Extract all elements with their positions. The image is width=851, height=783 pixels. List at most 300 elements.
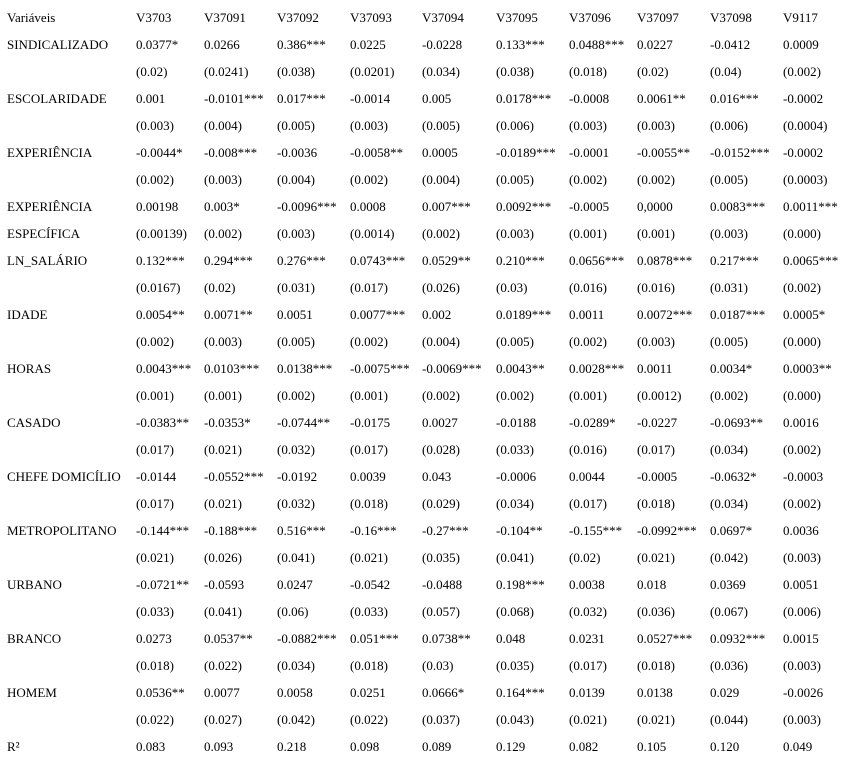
table-cell: 0.0011***: [783, 199, 838, 214]
table-cell: (0.016): [569, 442, 607, 457]
table-cell: 0,0000: [637, 199, 673, 214]
table-cell: (0.002): [783, 496, 821, 511]
table-cell: (0.005): [277, 118, 315, 133]
table-cell: (0.042): [277, 712, 315, 727]
table-cell: -0.0005: [569, 199, 610, 214]
table-cell: (0.005): [496, 334, 534, 349]
table-cell: (0.002): [637, 172, 675, 187]
table-cell: (0.068): [496, 604, 534, 619]
table-cell: -0.0189***: [496, 145, 556, 160]
table-cell: 0.0227: [637, 37, 673, 52]
table-cell: (0.002): [422, 226, 460, 241]
table-cell: -0.0175: [350, 415, 391, 430]
table-cell: 0.0003**: [783, 361, 832, 376]
table-cell: -0.0227: [637, 415, 678, 430]
table-cell: 0.0043***: [136, 361, 192, 376]
table-cell: (0.042): [710, 550, 748, 565]
table-cell: (0.0167): [136, 280, 181, 295]
table-cell: (0.002): [710, 388, 748, 403]
table-cell: 0.133***: [496, 37, 545, 52]
table-cell: (0.003): [637, 334, 675, 349]
table-cell: 0.105: [637, 739, 667, 754]
table-cell: (0.038): [496, 64, 534, 79]
table-cell: 0.082: [569, 739, 599, 754]
table-cell: 0.0189***: [496, 307, 552, 322]
table-cell: (0.032): [277, 442, 315, 457]
header-column: V37092: [277, 10, 319, 25]
table-cell: 0.0034*: [710, 361, 753, 376]
table-cell: 0.0051: [783, 577, 819, 592]
table-cell: (0.0003): [783, 172, 828, 187]
table-cell: (0.021): [204, 442, 242, 457]
table-row: [0, 598, 851, 625]
table-cell: (0.003): [496, 226, 534, 241]
table-cell: 0.001: [136, 91, 166, 106]
table-cell: (0.041): [496, 550, 534, 565]
table-cell: (0.006): [496, 118, 534, 133]
table-cell: 0.0932***: [710, 631, 766, 646]
table-cell: (0.038): [277, 64, 315, 79]
table-cell: -0.0542: [350, 577, 391, 592]
table-cell: (0.031): [710, 280, 748, 295]
table-cell: -0.0593: [204, 577, 245, 592]
variable-label: SINDICALIZADO: [7, 37, 109, 52]
table-cell: (0.00139): [136, 226, 187, 241]
table-cell: (0.002): [136, 334, 174, 349]
table-cell: (0.017): [569, 658, 607, 673]
table-cell: (0.034): [277, 658, 315, 673]
table-cell: 0.210***: [496, 253, 545, 268]
table-cell: (0.002): [136, 172, 174, 187]
table-cell: (0.005): [422, 118, 460, 133]
table-cell: 0.0369: [710, 577, 746, 592]
table-cell: (0.057): [422, 604, 460, 619]
table-cell: -0.0005: [637, 469, 678, 484]
table-cell: (0.001): [136, 388, 174, 403]
table-cell: -0.0552***: [204, 469, 264, 484]
table-cell: (0.032): [569, 604, 607, 619]
table-cell: 0.0092***: [496, 199, 552, 214]
table-cell: 0.0058: [277, 685, 313, 700]
table-cell: -0.0289*: [569, 415, 616, 430]
table-cell: -0.0003: [783, 469, 824, 484]
table-cell: 0.0011: [637, 361, 673, 376]
table-cell: (0.027): [204, 712, 242, 727]
table-cell: 0.043: [422, 469, 452, 484]
table-cell: 0.0077: [204, 685, 240, 700]
table-cell: 0.029: [710, 685, 740, 700]
table-cell: -0.0412: [710, 37, 751, 52]
table-cell: (0.000): [783, 334, 821, 349]
table-cell: -0.0353*: [204, 415, 251, 430]
table-cell: 0.0138: [637, 685, 673, 700]
table-cell: 0.129: [496, 739, 526, 754]
table-cell: (0.003): [136, 118, 174, 133]
variable-label: [0, 436, 136, 463]
table-row: [0, 355, 851, 382]
table-cell: 0.0138***: [277, 361, 333, 376]
table-cell: (0.067): [710, 604, 748, 619]
table-cell: (0.018): [569, 64, 607, 79]
table-cell: (0.032): [277, 496, 315, 511]
table-cell: 0.0536**: [136, 685, 185, 700]
table-cell: (0.003): [569, 118, 607, 133]
table-cell: (0.036): [637, 604, 675, 619]
variable-label: [0, 544, 136, 571]
table-cell: (0.034): [422, 64, 460, 79]
table-cell: (0.018): [637, 496, 675, 511]
table-row: [0, 328, 851, 355]
table-cell: (0.006): [710, 118, 748, 133]
table-row: [0, 193, 851, 220]
header-column: V9117: [783, 10, 818, 25]
table-cell: (0.029): [422, 496, 460, 511]
table-cell: 0.132***: [136, 253, 185, 268]
table-cell: (0.017): [136, 496, 174, 511]
table-row: [0, 409, 851, 436]
table-cell: (0.001): [204, 388, 242, 403]
table-cell: (0.043): [496, 712, 534, 727]
header-column: V37097: [637, 10, 679, 25]
table-cell: 0.007***: [422, 199, 471, 214]
table-cell: (0.041): [204, 604, 242, 619]
table-cell: 0.0028***: [569, 361, 625, 376]
table-cell: (0.035): [422, 550, 460, 565]
table-cell: (0.04): [710, 64, 742, 79]
table-cell: 0.276***: [277, 253, 326, 268]
table-cell: 0.0083***: [710, 199, 766, 214]
table-cell: 0.0666*: [422, 685, 465, 700]
variable-label: CHEFE DOMICÍLIO: [7, 469, 121, 484]
variable-label: R²: [7, 739, 20, 754]
table-cell: -0.0044*: [136, 145, 183, 160]
variable-label: [0, 112, 136, 139]
table-cell: (0.02): [136, 64, 168, 79]
variable-label: [0, 166, 136, 193]
table-cell: -0.27***: [422, 523, 469, 538]
table-cell: (0.031): [277, 280, 315, 295]
table-cell: -0.0002: [783, 145, 824, 160]
table-cell: (0.021): [637, 550, 675, 565]
table-cell: (0.000): [783, 226, 821, 241]
table-cell: 0.0054**: [136, 307, 185, 322]
table-cell: (0.0014): [350, 226, 395, 241]
table-cell: (0.005): [496, 172, 534, 187]
table-cell: -0.0192: [277, 469, 318, 484]
table-row: [0, 85, 851, 112]
table-cell: -0.0882***: [277, 631, 337, 646]
table-cell: (0.03): [422, 658, 454, 673]
table-cell: (0.002): [783, 64, 821, 79]
table-row: [0, 490, 851, 517]
header-column: V37094: [422, 10, 464, 25]
table-cell: 0.0247: [277, 577, 313, 592]
table-cell: -0.0036: [277, 145, 318, 160]
table-cell: (0.037): [422, 712, 460, 727]
table-cell: 0.002: [422, 307, 452, 322]
table-cell: 0.0036: [783, 523, 819, 538]
table-cell: (0.021): [204, 496, 242, 511]
table-cell: (0.003): [710, 226, 748, 241]
table-cell: -0.0014: [350, 91, 391, 106]
table-cell: 0.218: [277, 739, 307, 754]
variable-label: LN_SALÁRIO: [7, 253, 88, 268]
table-cell: (0.003): [277, 226, 315, 241]
table-cell: (0.041): [277, 550, 315, 565]
table-cell: 0.0051: [277, 307, 313, 322]
table-cell: (0.026): [422, 280, 460, 295]
table-cell: 0.0878***: [637, 253, 693, 268]
table-row: [0, 247, 851, 274]
table-cell: -0.0026: [783, 685, 824, 700]
table-cell: 0.0005*: [783, 307, 826, 322]
table-cell: -0.0075***: [350, 361, 410, 376]
table-cell: -0.0055**: [637, 145, 691, 160]
table-cell: (0.002): [783, 280, 821, 295]
table-cell: 0.0072***: [637, 307, 693, 322]
table-cell: 0.0008: [350, 199, 386, 214]
table-cell: 0.0103***: [204, 361, 260, 376]
table-cell: 0.0266: [204, 37, 240, 52]
table-cell: -0.0006: [496, 469, 537, 484]
table-cell: -0.0632*: [710, 469, 757, 484]
table-cell: (0.0241): [204, 64, 249, 79]
table-cell: -0.0152***: [710, 145, 770, 160]
table-cell: (0.02): [569, 550, 601, 565]
variable-label: [0, 652, 136, 679]
variable-label: URBANO: [7, 577, 62, 592]
table-cell: 0.0187***: [710, 307, 766, 322]
table-cell: (0.001): [637, 226, 675, 241]
table-cell: 0.0738**: [422, 631, 471, 646]
table-row: [0, 463, 851, 490]
table-cell: (0.016): [637, 280, 675, 295]
table-cell: (0.0201): [350, 64, 395, 79]
table-row: [0, 139, 851, 166]
table-cell: (0.021): [350, 550, 388, 565]
table-cell: 0.005: [422, 91, 452, 106]
table-cell: (0.021): [136, 550, 174, 565]
table-cell: 0.0537**: [204, 631, 253, 646]
table-cell: -0.008***: [204, 145, 258, 160]
variable-label: CASADO: [7, 415, 61, 430]
table-cell: 0.048: [496, 631, 526, 646]
table-cell: (0.033): [136, 604, 174, 619]
table-cell: 0.0016: [783, 415, 819, 430]
table-row: [0, 31, 851, 58]
table-cell: -0.0008: [569, 91, 610, 106]
table-cell: (0.002): [569, 334, 607, 349]
table-cell: 0.018: [637, 577, 667, 592]
table-cell: (0.033): [350, 604, 388, 619]
table-cell: (0.003): [204, 172, 242, 187]
table-cell: (0.003): [783, 712, 821, 727]
table-cell: 0.0043**: [496, 361, 545, 376]
table-row: [0, 544, 851, 571]
table-cell: (0.003): [350, 118, 388, 133]
regression-table: [0, 4, 851, 760]
variable-label: HOMEM: [7, 685, 57, 700]
table-cell: (0.016): [569, 280, 607, 295]
table-cell: (0.002): [350, 334, 388, 349]
table-cell: -0.16***: [350, 523, 397, 538]
table-cell: 0.0656***: [569, 253, 625, 268]
table-cell: 0.0011: [569, 307, 605, 322]
table-cell: 0.0071**: [204, 307, 253, 322]
variable-label: ESPECÍFICA: [7, 226, 80, 241]
table-cell: 0.0527***: [637, 631, 693, 646]
table-row: [0, 58, 851, 85]
table-cell: 0.0178***: [496, 91, 552, 106]
table-row: [0, 382, 851, 409]
table-row: [0, 571, 851, 598]
table-cell: -0.104**: [496, 523, 543, 538]
table-cell: -0.0144: [136, 469, 177, 484]
table-cell: 0.0251: [350, 685, 386, 700]
table-row: [0, 436, 851, 463]
table-cell: 0.089: [422, 739, 452, 754]
table-cell: (0.017): [136, 442, 174, 457]
table-cell: 0.017***: [277, 91, 326, 106]
table-cell: -0.0096***: [277, 199, 337, 214]
variable-label: [0, 490, 136, 517]
table-cell: 0.0065***: [783, 253, 839, 268]
table-row: [0, 274, 851, 301]
table-cell: 0.051***: [350, 631, 399, 646]
table-cell: -0.0744**: [277, 415, 331, 430]
table-cell: 0.120: [710, 739, 740, 754]
table-cell: -0.0721**: [136, 577, 190, 592]
table-cell: -0.155***: [569, 523, 623, 538]
table-cell: (0.018): [136, 658, 174, 673]
table-cell: 0.164***: [496, 685, 545, 700]
table-row: [0, 679, 851, 706]
table-cell: 0.0038: [569, 577, 605, 592]
table-cell: (0.06): [277, 604, 309, 619]
table-cell: (0.002): [350, 172, 388, 187]
table-cell: (0.017): [350, 442, 388, 457]
table-cell: 0.0488***: [569, 37, 625, 52]
variable-label: [0, 598, 136, 625]
table-cell: 0.0743***: [350, 253, 406, 268]
header-column: V37093: [350, 10, 392, 25]
table-cell: (0.006): [783, 604, 821, 619]
table-cell: -0.0058**: [350, 145, 404, 160]
table-cell: (0.022): [204, 658, 242, 673]
table-cell: (0.0004): [783, 118, 828, 133]
table-row: [0, 517, 851, 544]
table-cell: (0.033): [496, 442, 534, 457]
table-cell: -0.0002: [783, 91, 824, 106]
table-cell: (0.017): [350, 280, 388, 295]
table-row: [0, 625, 851, 652]
table-cell: (0.02): [637, 64, 669, 79]
table-cell: -0.0188: [496, 415, 537, 430]
table-row: [0, 733, 851, 760]
table-cell: 0.083: [136, 739, 166, 754]
table-cell: (0.001): [569, 388, 607, 403]
table-cell: 0.198***: [496, 577, 545, 592]
table-cell: (0.004): [204, 118, 242, 133]
table-cell: -0.0488: [422, 577, 463, 592]
header-column: V37098: [710, 10, 752, 25]
table-cell: 0.0015: [783, 631, 819, 646]
table-cell: (0.002): [204, 226, 242, 241]
table-cell: 0.016***: [710, 91, 759, 106]
table-cell: 0.003*: [204, 199, 240, 214]
table-cell: (0.021): [569, 712, 607, 727]
table-cell: -0.0001: [569, 145, 610, 160]
table-cell: (0.036): [710, 658, 748, 673]
table-cell: -0.0101***: [204, 91, 264, 106]
variable-label: HORAS: [7, 361, 52, 376]
table-row: [0, 220, 851, 247]
header-column: V37095: [496, 10, 538, 25]
table-row: [0, 112, 851, 139]
table-row: [0, 652, 851, 679]
variable-label: ESCOLARIDADE: [7, 91, 107, 106]
table-cell: 0.0044: [569, 469, 605, 484]
table-cell: (0.005): [710, 334, 748, 349]
table-cell: 0.294***: [204, 253, 253, 268]
table-cell: (0.017): [569, 496, 607, 511]
variable-label: METROPOLITANO: [7, 523, 117, 538]
table-cell: (0.044): [710, 712, 748, 727]
table-cell: (0.026): [204, 550, 242, 565]
table-cell: 0.0039: [350, 469, 386, 484]
table-cell: 0.0529**: [422, 253, 471, 268]
table-cell: (0.001): [350, 388, 388, 403]
table-cell: 0.0139: [569, 685, 605, 700]
table-cell: (0.034): [710, 442, 748, 457]
table-cell: (0.018): [637, 658, 675, 673]
header-column: V37091: [204, 10, 246, 25]
variable-label: EXPERIÊNCIA: [7, 199, 93, 214]
table-cell: 0.0077***: [350, 307, 406, 322]
header-variables: Variáveis: [7, 10, 56, 25]
table-cell: (0.035): [496, 658, 534, 673]
table-cell: 0.0009: [783, 37, 819, 52]
table-cell: (0.018): [350, 658, 388, 673]
table-cell: (0.003): [637, 118, 675, 133]
table-cell: (0.017): [637, 442, 675, 457]
variable-label: IDADE: [7, 307, 48, 322]
table-cell: 0.516***: [277, 523, 326, 538]
table-cell: 0.0377*: [136, 37, 179, 52]
table-cell: (0.028): [422, 442, 460, 457]
table-cell: (0.003): [783, 658, 821, 673]
table-cell: -0.144***: [136, 523, 190, 538]
table-cell: 0.00198: [136, 199, 179, 214]
table-cell: (0.021): [637, 712, 675, 727]
header-column: V37096: [569, 10, 611, 25]
table-cell: -0.0992***: [637, 523, 697, 538]
table-cell: (0.018): [350, 496, 388, 511]
table-cell: 0.0697*: [710, 523, 753, 538]
table-cell: -0.188***: [204, 523, 258, 538]
table-cell: (0.034): [710, 496, 748, 511]
table-cell: (0.005): [710, 172, 748, 187]
table-cell: (0.004): [422, 334, 460, 349]
table-cell: (0.004): [422, 172, 460, 187]
table-cell: 0.049: [783, 739, 813, 754]
table-row: [0, 301, 851, 328]
variable-label: [0, 382, 136, 409]
table-cell: -0.0069***: [422, 361, 482, 376]
table-cell: (0.022): [136, 712, 174, 727]
table-cell: (0.034): [496, 496, 534, 511]
table-cell: (0.03): [496, 280, 528, 295]
